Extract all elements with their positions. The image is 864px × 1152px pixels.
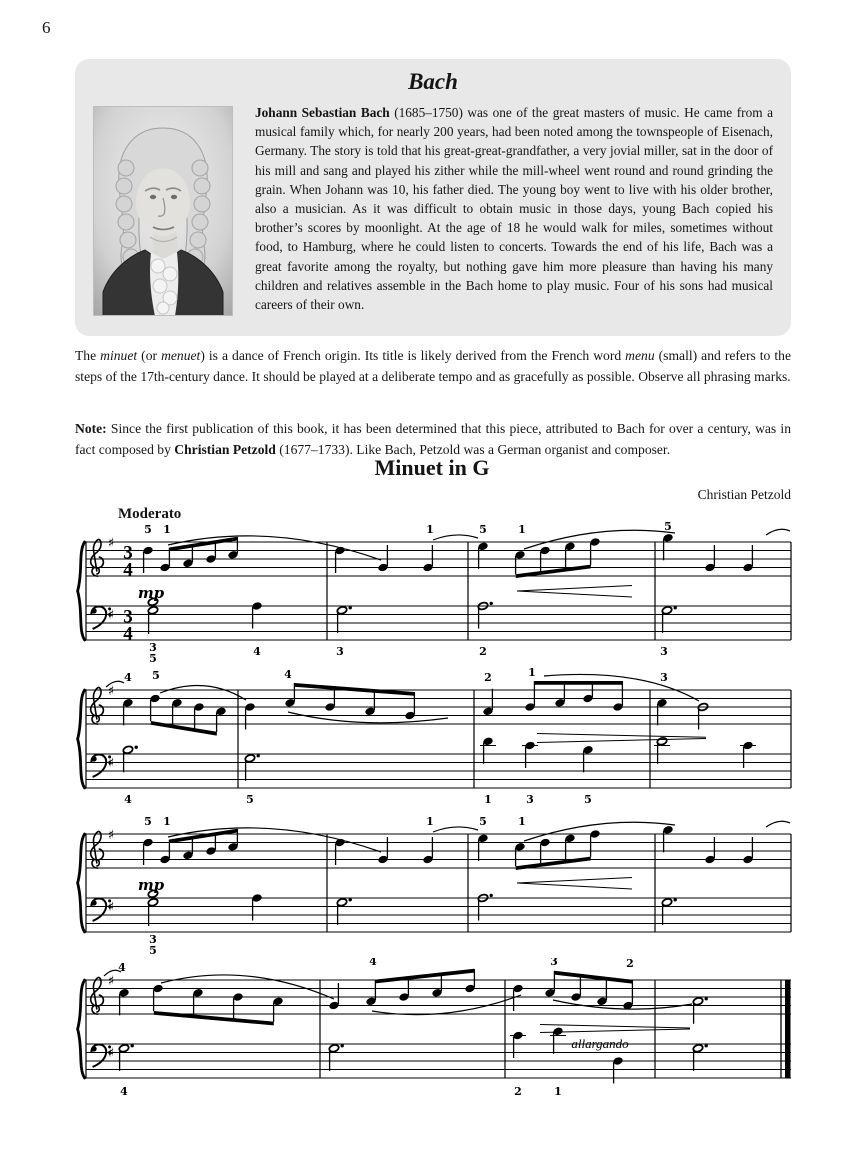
text-segment: Johann Sebastian Bach <box>255 105 390 120</box>
key-signature-sharp: ♯ <box>107 974 115 989</box>
note <box>662 533 673 560</box>
bach-cravat <box>150 252 178 316</box>
fingering-number: 4 <box>120 1085 128 1098</box>
grand-staff <box>76 668 793 818</box>
fingering-number: 2 <box>479 645 487 658</box>
fingering-number: 5 <box>246 793 254 806</box>
text-segment: (or <box>137 348 162 363</box>
fingering-number: 5 <box>479 815 487 828</box>
note <box>514 550 525 574</box>
slur <box>544 674 699 701</box>
fingering-number: 4 <box>118 961 126 974</box>
fingering-number: 1 <box>163 815 171 828</box>
fingering-number: 3 <box>526 793 534 806</box>
time-signature-digit: 3 <box>123 542 133 564</box>
note <box>336 898 351 925</box>
brace <box>78 542 85 640</box>
beam <box>154 1011 274 1025</box>
fingering-number: 4 <box>369 958 377 968</box>
bio-title: Bach <box>408 69 458 94</box>
note <box>118 1044 133 1071</box>
fingering-number: 1 <box>518 523 526 536</box>
dynamic-marking: mp <box>137 584 165 602</box>
fingering-number: 4 <box>124 671 132 684</box>
note <box>477 601 492 628</box>
beam <box>294 683 414 696</box>
expression-marking: allargando <box>571 1036 629 1051</box>
fingering-number: 1 <box>484 793 492 806</box>
note <box>564 541 575 568</box>
brace <box>78 980 85 1078</box>
text-segment: (small) and refers to the steps of the 17th-century dance. It should be played at a deliberate tempo and as gracefully as possible. Observe all phrasing marks. <box>75 348 791 384</box>
slur <box>766 529 790 535</box>
fingering-number: 1 <box>163 523 171 536</box>
time-signature-digit: 4 <box>123 559 133 581</box>
beam <box>375 969 474 984</box>
note <box>404 692 415 720</box>
note <box>122 698 133 725</box>
fingering-number: 5 <box>584 793 592 806</box>
hairpin <box>517 586 632 592</box>
key-signature-sharp: ♯ <box>107 900 115 915</box>
brace <box>78 834 85 932</box>
text-segment: (1685–1750) was one of the great masters of music. He came from a musical family which, for nearly 200 years, had been noted among the townspeople of Eisenach, Germany. The story is told that his great-great-grandfather, a very jovial miller, sat in the door of his mill and sang and played his zither while the mill-wheel went round and round grinding the grain. When Johann was 10, his father died. The young boy went to live with his older brother, also a musician. As it was difficult to obtain music in those days, young Bach copied his brother’s scores by moonlight. At the age of 18 he would walk for miles, sometimes without food, to Hamburg, where he could listen to concerts. Towards the end of his life, Bach was a great favorite among the royalty, but nothing gave him more pleasure than having his many children and relatives assemble in the Bach home to play music. Four of his sons had musical careers of their own. <box>255 105 773 313</box>
key-signature-sharp: ♯ <box>107 608 115 623</box>
note <box>122 745 137 772</box>
hairpin <box>517 883 632 889</box>
fingering-number: 5 <box>479 523 487 536</box>
text-segment: menu <box>625 348 655 363</box>
note <box>477 893 492 920</box>
hairpin <box>517 878 632 884</box>
note <box>118 988 129 1015</box>
fingering-number: 3 <box>660 671 668 684</box>
fingering-number: 2 <box>626 958 634 970</box>
text-segment: Since the first publication of this book, it has been determined that this piece, attributed to Bach for over a century, was in fact composed by <box>75 421 791 457</box>
dynamic-marking: mp <box>137 876 165 894</box>
note <box>192 988 203 1015</box>
treble-clef-icon <box>91 539 104 576</box>
fingering-number: 4 <box>284 668 292 681</box>
music-system-1 <box>76 520 793 670</box>
note <box>596 977 607 1006</box>
note <box>662 825 673 852</box>
note <box>692 1044 707 1071</box>
slur <box>160 685 246 700</box>
note <box>661 606 676 633</box>
text-segment: Christian Petzold <box>174 442 276 457</box>
text-segment: minuet <box>100 348 138 363</box>
text-segment: ) is a dance of French origin. Its title is likely derived from the French word <box>200 348 626 363</box>
fingering-number: 2 <box>484 671 492 684</box>
note <box>159 548 170 573</box>
note <box>171 698 182 725</box>
note <box>336 606 351 633</box>
slur <box>524 822 675 841</box>
text-segment: The <box>75 348 101 363</box>
note <box>159 840 170 865</box>
final-barline-thick <box>785 980 791 1078</box>
note <box>544 971 555 998</box>
note <box>612 681 623 712</box>
text-segment: menuet <box>161 348 201 363</box>
fingering-number: 5 <box>152 669 160 682</box>
note <box>482 689 493 716</box>
key-signature-sharp: ♯ <box>107 756 115 771</box>
treble-clef-icon <box>91 687 104 724</box>
fingering-number: 1 <box>554 1085 562 1098</box>
note <box>514 842 525 866</box>
note <box>480 736 496 763</box>
note <box>215 706 226 732</box>
note <box>364 689 375 716</box>
note <box>477 541 488 568</box>
note <box>564 833 575 860</box>
fingering-number: 5 <box>149 944 157 957</box>
key-signature-sharp: ♯ <box>107 1046 115 1061</box>
beam <box>554 971 632 984</box>
hairpin <box>537 734 706 738</box>
note <box>272 996 283 1021</box>
slur <box>168 536 381 560</box>
text-segment: (1677–1733). Like Bach, Petzold was a German organist and composer. <box>275 442 671 457</box>
slur <box>553 1000 692 1009</box>
grand-staff <box>76 812 793 962</box>
hairpin <box>537 739 706 743</box>
fingering-number: 4 <box>124 793 132 806</box>
time-signature-digit: 4 <box>123 623 133 645</box>
note <box>365 980 376 1006</box>
piece-title: Minuet in G <box>374 455 490 480</box>
slur <box>372 995 521 1015</box>
grand-staff <box>76 520 793 670</box>
note <box>589 829 600 857</box>
brace <box>78 690 85 788</box>
music-system-4 <box>76 958 793 1108</box>
slur <box>433 827 478 832</box>
note <box>589 537 600 565</box>
hairpin <box>517 591 632 597</box>
note <box>661 898 676 925</box>
fingering-number: 3 <box>550 958 558 968</box>
slur <box>766 821 790 827</box>
fingering-number: 3 <box>336 645 344 658</box>
bio-row <box>93 103 773 316</box>
tempo-marking: Moderato <box>118 506 182 522</box>
fingering-number: 5 <box>144 523 152 536</box>
key-signature-sharp: ♯ <box>107 536 115 551</box>
music-system-3 <box>76 812 793 962</box>
note <box>654 737 670 764</box>
key-signature-sharp: ♯ <box>107 684 115 699</box>
key-signature-sharp: ♯ <box>107 828 115 843</box>
treble-clef-icon <box>91 831 104 868</box>
note <box>550 1026 566 1053</box>
slur <box>433 535 478 540</box>
note <box>554 681 565 708</box>
music-system-2 <box>76 668 793 818</box>
note <box>147 606 158 634</box>
note-paragraph <box>75 418 791 460</box>
beam <box>534 681 622 685</box>
bio-text <box>255 103 773 316</box>
fingering-number: 3 <box>149 641 157 654</box>
time-signature-digit: 3 <box>123 606 133 628</box>
fingering-number: 4 <box>253 645 261 658</box>
composer-credit: Christian Petzold <box>697 487 791 502</box>
fingering-number: 5 <box>664 520 672 533</box>
treble-clef-icon <box>91 977 104 1014</box>
fingering-number: 5 <box>149 652 157 665</box>
fingering-number: 1 <box>518 815 526 828</box>
note <box>692 997 707 1024</box>
bach-portrait <box>93 106 233 316</box>
text-segment: Note: <box>75 421 107 436</box>
note <box>622 980 633 1010</box>
beam <box>151 721 217 736</box>
slur <box>524 530 675 549</box>
minuet-paragraph <box>75 345 791 387</box>
slur <box>161 975 334 999</box>
note <box>477 833 488 860</box>
bio-box <box>75 59 791 336</box>
grand-staff <box>76 958 793 1108</box>
fingering-number: 2 <box>514 1085 522 1098</box>
hairpin <box>540 1025 690 1029</box>
fingering-number: 1 <box>528 668 536 679</box>
fingering-number: 5 <box>144 815 152 828</box>
fingering-number: 3 <box>149 933 157 946</box>
fingering-number: 1 <box>426 815 434 828</box>
note <box>244 754 259 781</box>
slur <box>168 828 381 852</box>
fingering-number: 1 <box>426 523 434 536</box>
note <box>656 698 667 725</box>
fingering-number: 3 <box>660 645 668 658</box>
note <box>284 683 295 708</box>
note <box>570 974 581 1002</box>
note <box>697 702 708 729</box>
page-number: 6 <box>42 18 51 37</box>
note <box>524 681 535 712</box>
note <box>582 745 593 772</box>
note <box>328 1044 343 1071</box>
note <box>147 898 158 926</box>
